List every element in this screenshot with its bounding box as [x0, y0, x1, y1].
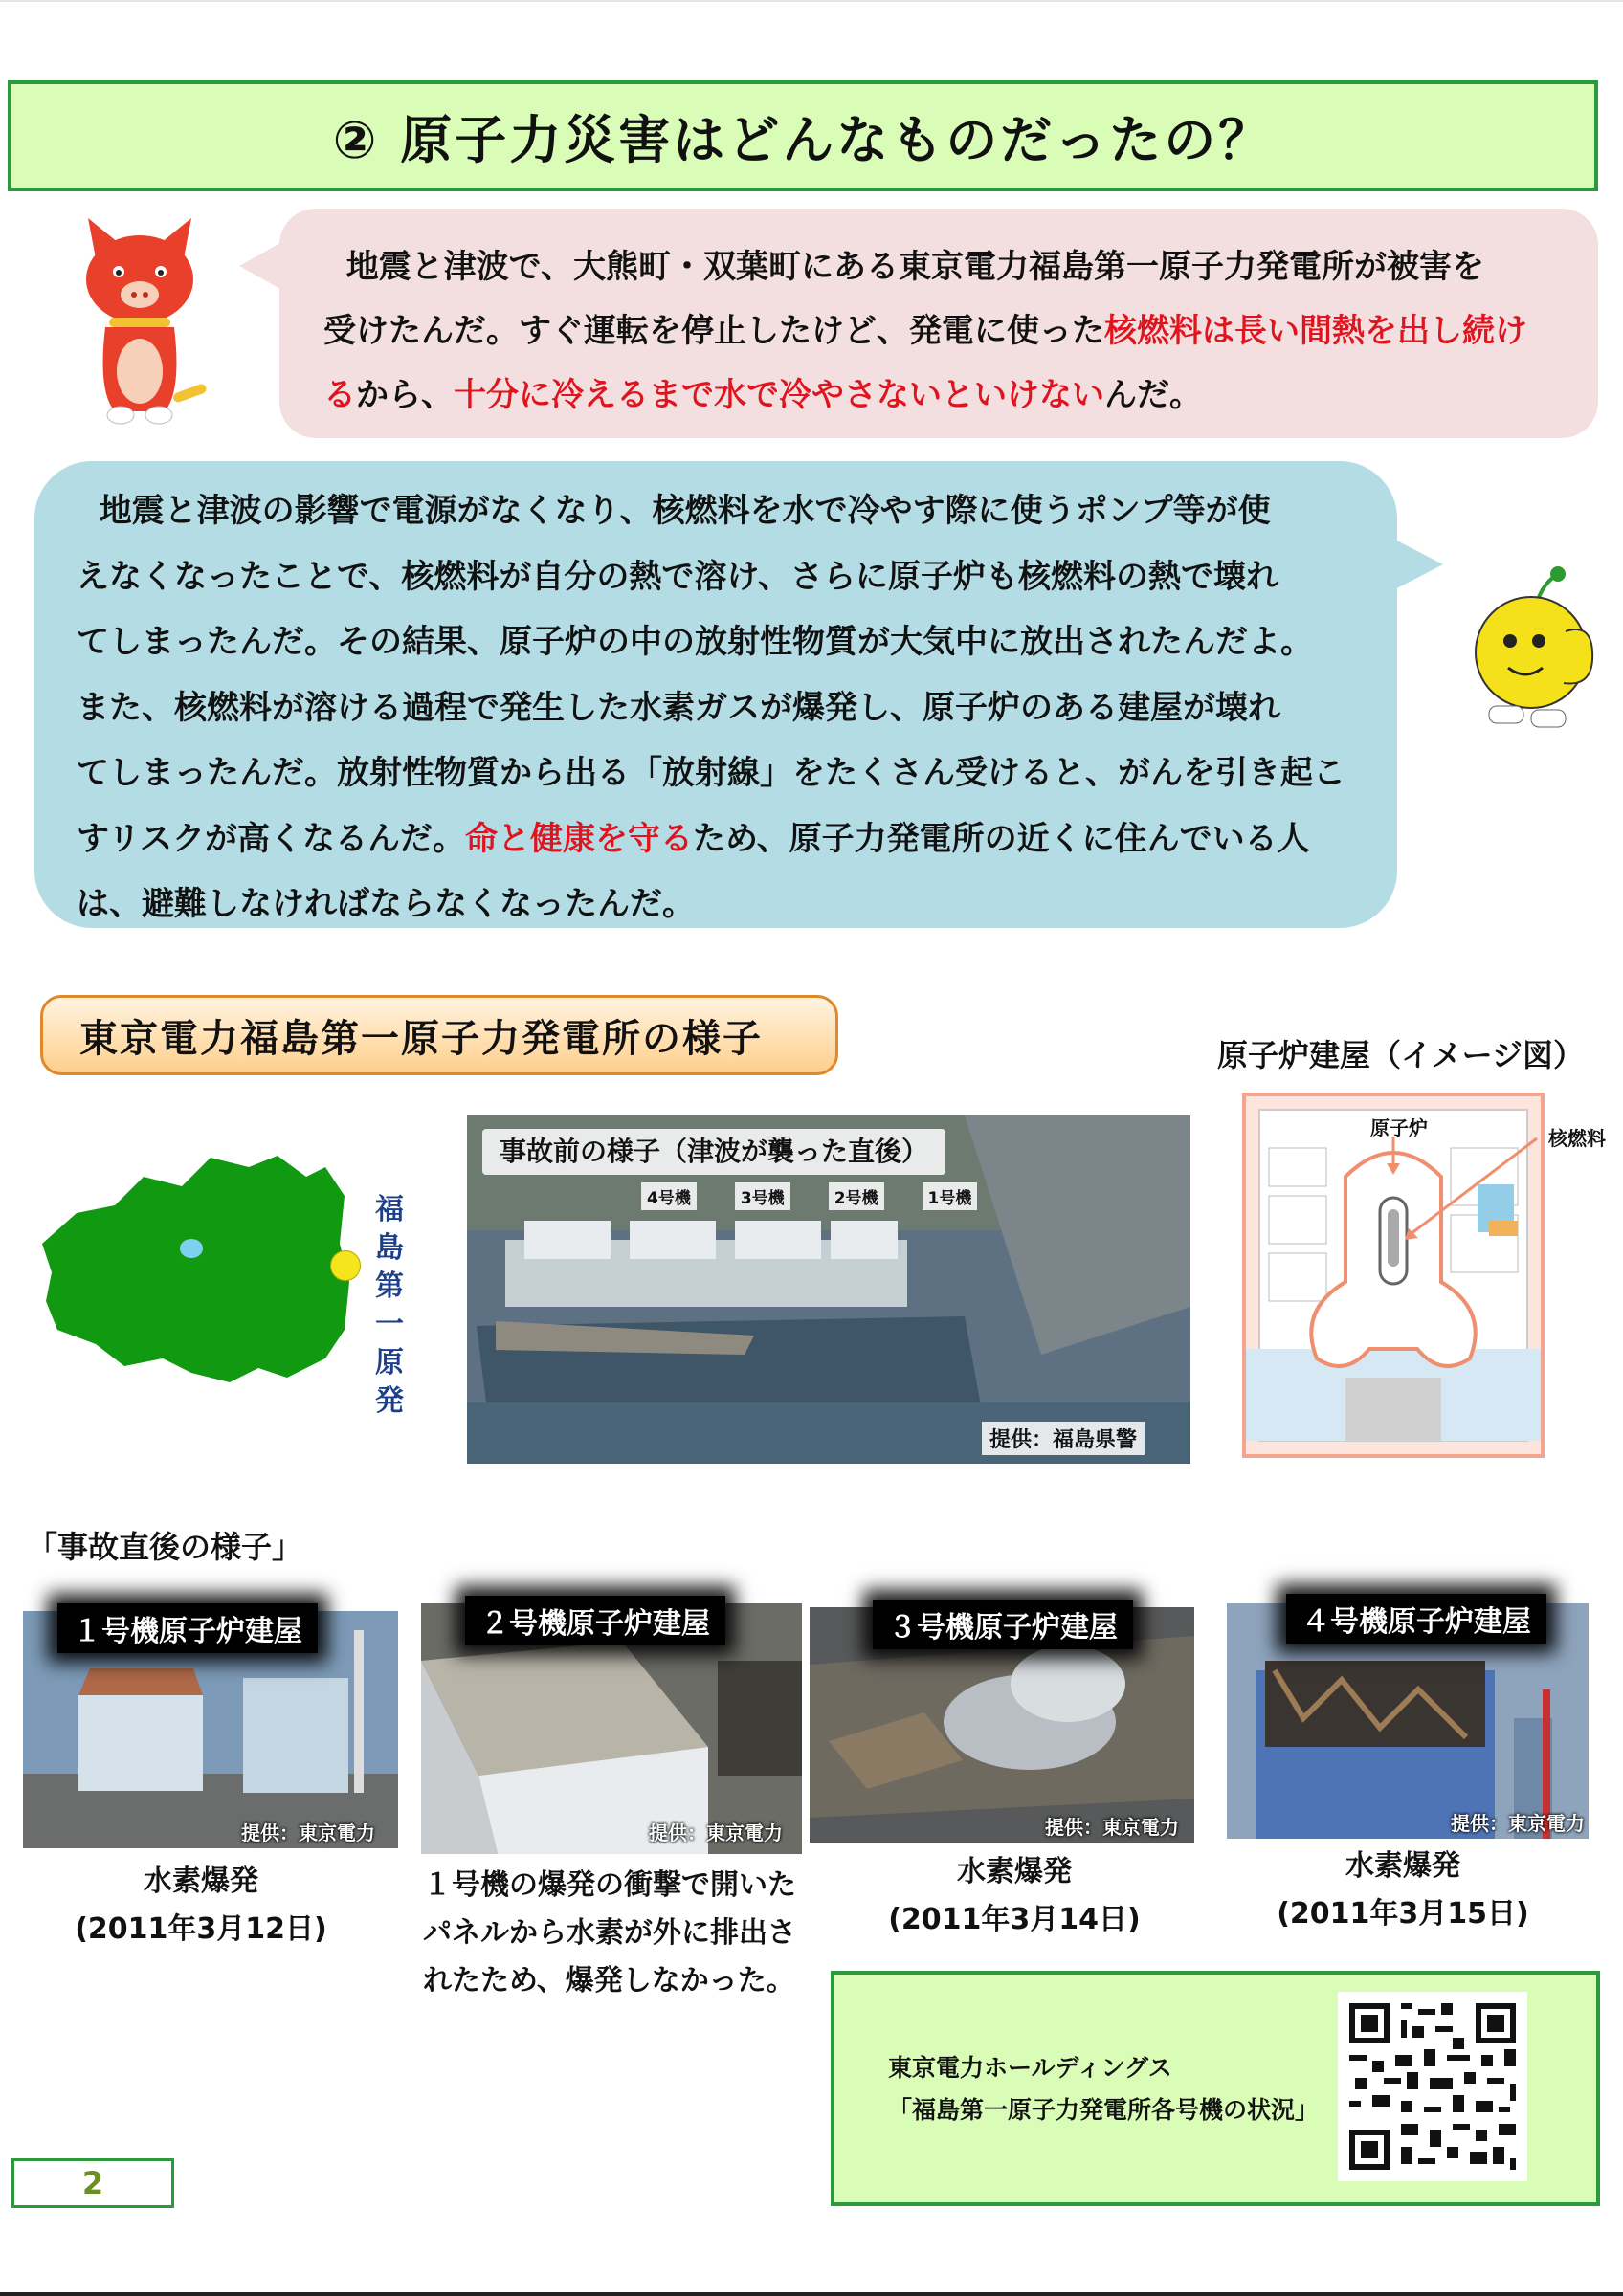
bubble2-line: また、核燃料が溶ける過程で発生した水素ガスが爆発し、原子炉のある建屋が壊れ	[77, 688, 1280, 727]
reference-link-text[interactable]: 東京電力ホールディングス 「福島第一原子力発電所各号機の状況」	[888, 2054, 1320, 2124]
unit4-tag: ４号機原子炉建屋	[1286, 1594, 1546, 1644]
unit-tag: 4号機	[641, 1182, 697, 1210]
unit-tag: 1号機	[923, 1182, 978, 1210]
speech-bubble-blue-tail	[1388, 536, 1443, 593]
fukushima-map	[38, 1138, 364, 1397]
aerial-photo-label: 事故前の様子（津波が襲った直後）	[482, 1129, 945, 1175]
reactor-building-diagram	[1240, 1091, 1546, 1460]
red-mascot-illustration	[59, 210, 222, 440]
speech-bubble-pink-tail	[239, 239, 287, 293]
bubble2-line: てしまったんだ。放射性物質から出る「放射線」をたくさん受けると、がんを引き起こ	[77, 754, 1345, 792]
page-title: ② 原子力災害はどんなものだったの？	[332, 109, 1274, 170]
bottom-rule	[0, 2292, 1623, 2296]
fuel-label: 核燃料	[1548, 1127, 1606, 1150]
top-rule	[0, 0, 1623, 2]
photo-credit: 提供：東京電力	[1451, 1812, 1585, 1835]
unit3-caption: 水素爆発 (2011年3月14日)	[888, 1855, 1141, 1936]
qr-code-icon[interactable]	[1338, 1992, 1527, 2181]
section-heading: 東京電力福島第一原子力発電所の様子	[40, 995, 838, 1075]
unit1-tag: １号機原子炉建屋	[57, 1603, 318, 1653]
unit4-caption: 水素爆発 (2011年3月15日)	[1277, 1849, 1529, 1931]
aerial-unit-tags	[641, 1182, 986, 1210]
photo-credit: 提供：東京電力	[649, 1821, 783, 1844]
unit1-caption: 水素爆発 (2011年3月12日)	[75, 1865, 327, 1946]
reactor-label: 原子炉	[1370, 1116, 1428, 1139]
yellow-mascot-illustration	[1451, 564, 1604, 746]
bubble1-line: るから、十分に冷えるまで水で冷やさないといけないんだ。	[323, 376, 1202, 414]
plant-location-label: 福島第一原発	[375, 1193, 404, 1418]
unit-tag: 2号機	[829, 1182, 884, 1210]
bubble1-text	[323, 235, 1567, 428]
qr-code-graphic	[1338, 1992, 1527, 2181]
emphasis-text: 十分に冷えるまで水で冷やさないといけない	[454, 376, 1104, 414]
page-number: 2	[11, 2158, 174, 2208]
bubble1-line: 地震と津波で、大熊町・双葉町にある東京電力福島第一原子力発電所が被害を	[345, 248, 1485, 286]
unit2-caption: １号機の爆発の衝撃で開いた パネルから水素が外に排出さ れたため、爆発しなかった。	[423, 1868, 796, 1998]
unit2-tag: ２号機原子炉建屋	[465, 1596, 725, 1645]
photo-credit: 提供：福島県警	[982, 1422, 1145, 1455]
photo-credit: 提供：東京電力	[241, 1821, 375, 1844]
photo-credit: 提供：東京電力	[1045, 1816, 1179, 1839]
emphasis-text: 命と健康を守る	[464, 819, 693, 858]
bubble2-line: てしまったんだ。その結果、原子炉の中の放射性物質が大気中に放出されたんだよ。	[77, 623, 1313, 661]
bubble2-text	[77, 478, 1378, 938]
bubble2-line: えなくなったことで、核燃料が自分の熱で溶け、さらに原子炉も核燃料の熱で壊れ	[77, 557, 1278, 596]
emphasis-text: 核燃料は長い間熱を出し続け	[1104, 312, 1527, 350]
bubble1-line: 受けたんだ。すぐ運転を停止したけど、発電に使った核燃料は長い間熱を出し続け	[323, 312, 1527, 350]
plant-location-marker	[330, 1250, 361, 1281]
reactor-diagram-title: 原子炉建屋（イメージ図）	[1217, 1037, 1585, 1073]
page-title-box	[8, 80, 1598, 191]
bubble2-line: 地震と津波の影響で電源がなくなり、核燃料を水で冷やす際に使うポンプ等が使	[99, 492, 1271, 530]
unit-tag: 3号機	[735, 1182, 790, 1210]
bubble2-line: は、避難しなければならなくなったんだ。	[77, 885, 695, 923]
bubble2-line: すリスクが高くなるんだ。命と健康を守るため、原子力発電所の近くに住んでいる人	[77, 819, 1310, 858]
aftermath-heading: 「事故直後の様子」	[27, 1529, 303, 1565]
unit3-tag: ３号機原子炉建屋	[873, 1600, 1133, 1649]
